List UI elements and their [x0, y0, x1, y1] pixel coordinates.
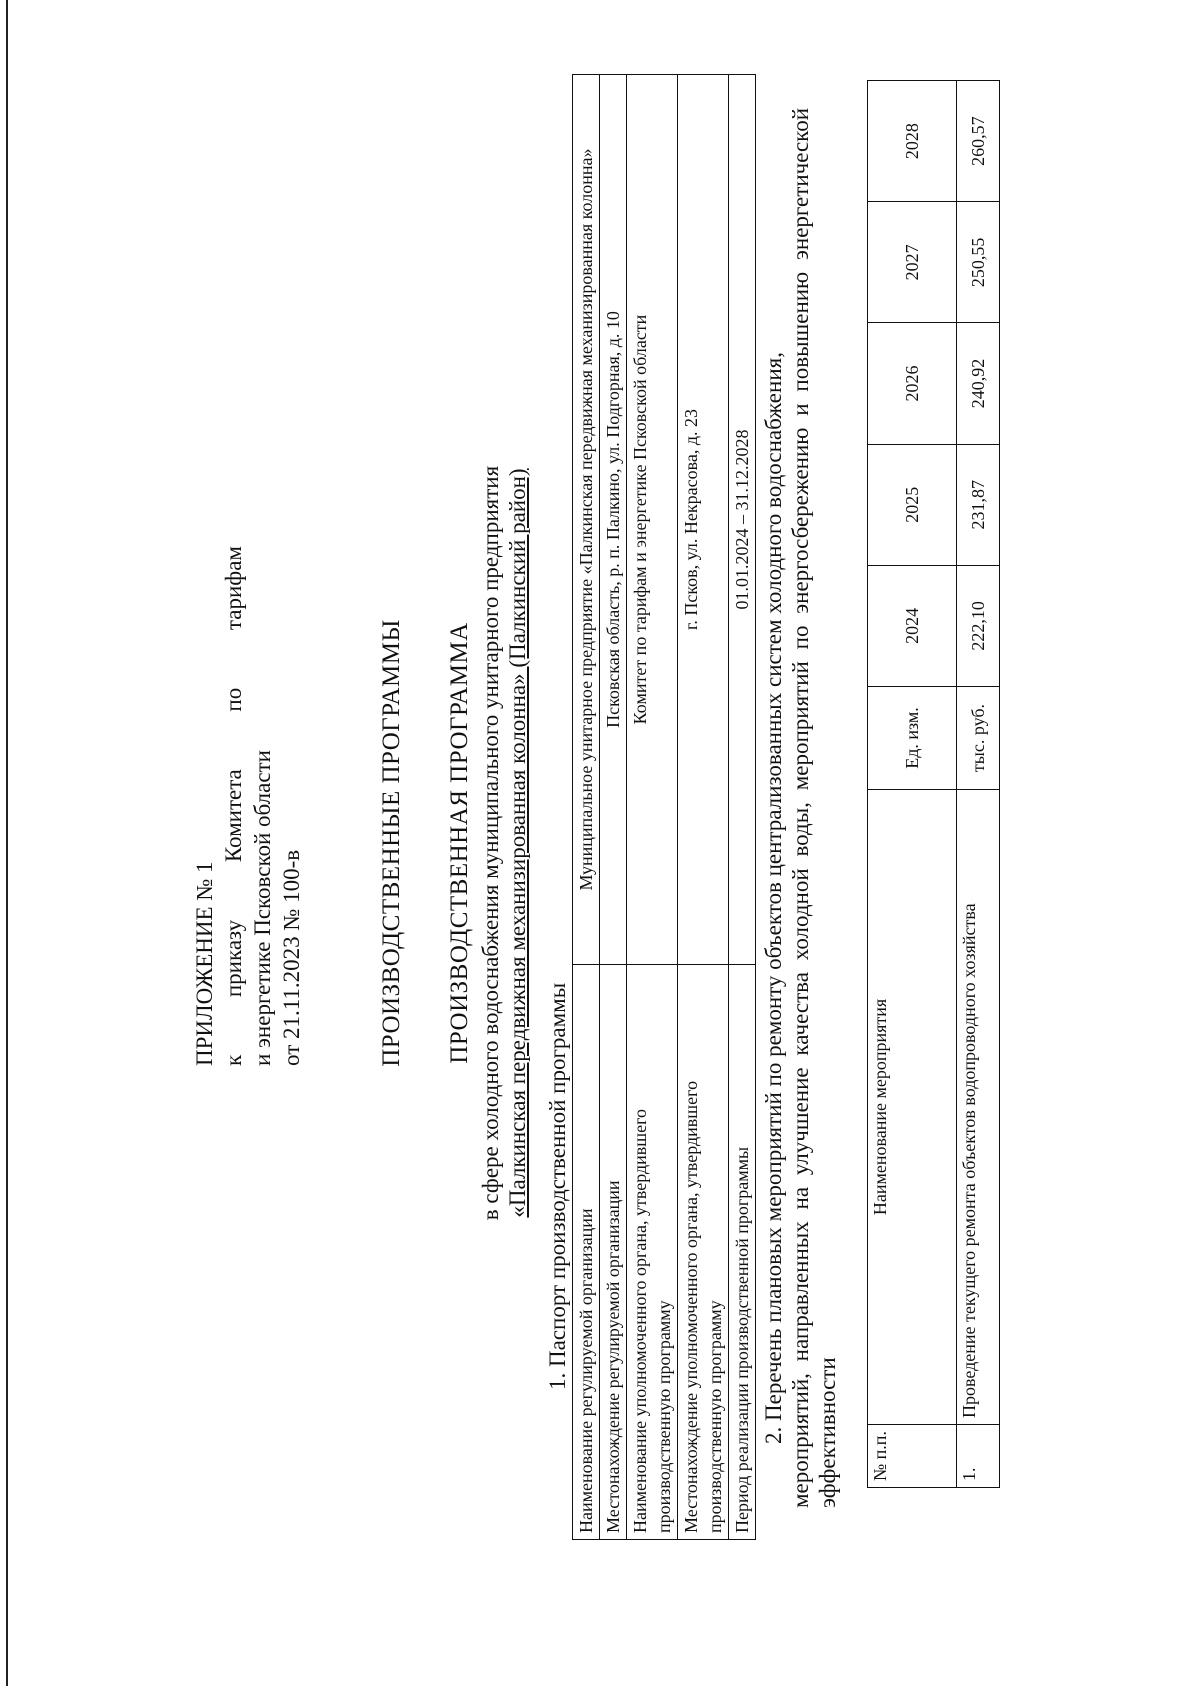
passport-value: г. Псков, ул. Некрасова, д. 23 — [678, 75, 729, 965]
program-sphere: в сфере холодного водоснабжения муниципального унитарного предприятия — [478, 465, 503, 1221]
event-value: 250,55 — [957, 202, 1000, 323]
event-value: 222,10 — [957, 565, 1000, 686]
column-header-year: 2025 — [868, 444, 957, 565]
appendix-committee-line: и энергетике Псковской области — [250, 750, 275, 1066]
events-heading-rest: мероприятий, направленных на улучшение качества холодной воды, мероприятий по энергосбережению и повышению энергетической эффективности — [788, 108, 840, 1508]
events-table — [867, 80, 1000, 1488]
passport-label: Наименование регулируемой организации — [573, 965, 600, 1540]
appendix-word: тарифам — [221, 546, 246, 631]
program-title: ПРОИЗВОДСТВЕННАЯ ПРОГРАММА — [446, 622, 473, 1064]
table-header-row — [868, 81, 957, 1488]
program-organization — [505, 0, 531, 1686]
appendix-order-line — [219, 546, 248, 1066]
passport-label: Период реализации производственной программы — [729, 965, 756, 1540]
organization-name: «Палкинская передвижная механизированная колонна» (Палкинский район) — [505, 468, 530, 1218]
appendix-word: приказу — [221, 919, 246, 998]
appendix-word: Комитета — [221, 769, 246, 863]
column-header-name: Наименование мероприятия — [868, 790, 957, 1425]
table-row — [627, 75, 678, 1540]
table-row — [678, 75, 729, 1540]
event-name: Проведение текущего ремонта объектов водопроводного хозяйства — [957, 790, 1000, 1425]
appendix-block — [190, 546, 306, 1066]
passport-label: Наименование уполномоченного органа, утвердившего производственную программу — [627, 965, 678, 1540]
event-unit: тыс. руб. — [957, 687, 1000, 790]
table-row — [729, 75, 756, 1540]
column-header-number: № п.п. — [868, 1425, 957, 1488]
event-value: 240,92 — [957, 323, 1000, 444]
document-title: ПРОИЗВОДСТВЕННЫЕ ПРОГРАММЫ — [378, 619, 405, 1067]
appendix-word: к — [221, 1054, 246, 1066]
passport-value: 01.01.2024 – 31.12.2028 — [729, 75, 756, 965]
passport-value: Муниципальное унитарное предприятие «Палкинская передвижная механизированная колонна» — [573, 75, 600, 965]
table-row — [957, 81, 1000, 1488]
appendix-date-line: от 21.11.2023 № 100-в — [279, 849, 304, 1066]
passport-heading: 1. Паспорт производственной программы — [545, 982, 570, 1390]
event-value: 231,87 — [957, 444, 1000, 565]
appendix-number: ПРИЛОЖЕНИЕ № 1 — [192, 861, 217, 1066]
table-row — [600, 75, 627, 1540]
passport-value: Псковская область, р. п. Палкино, ул. Подгорная, д. 10 — [600, 75, 627, 965]
table-row — [573, 75, 600, 1540]
events-heading — [760, 108, 841, 1508]
column-header-year: 2027 — [868, 202, 957, 323]
passport-value: Комитет по тарифам и энергетике Псковской области — [627, 75, 678, 965]
passport-label: Местонахождение регулируемой организации — [600, 965, 627, 1540]
passport-table — [572, 74, 756, 1540]
event-number: 1. — [957, 1425, 1000, 1488]
column-header-unit: Ед. изм. — [868, 687, 957, 790]
passport-label: Местонахождение уполномоченного органа, утвердившего производственную программу — [678, 965, 729, 1540]
event-value: 260,57 — [957, 81, 1000, 202]
column-header-year: 2024 — [868, 565, 957, 686]
appendix-word: по — [221, 687, 246, 712]
column-header-year: 2026 — [868, 323, 957, 444]
column-header-year: 2028 — [868, 81, 957, 202]
events-heading-first: 2. Перечень плановых мероприятий по ремонту объектов централизованных систем холодного водоснабжения, — [761, 352, 786, 1444]
